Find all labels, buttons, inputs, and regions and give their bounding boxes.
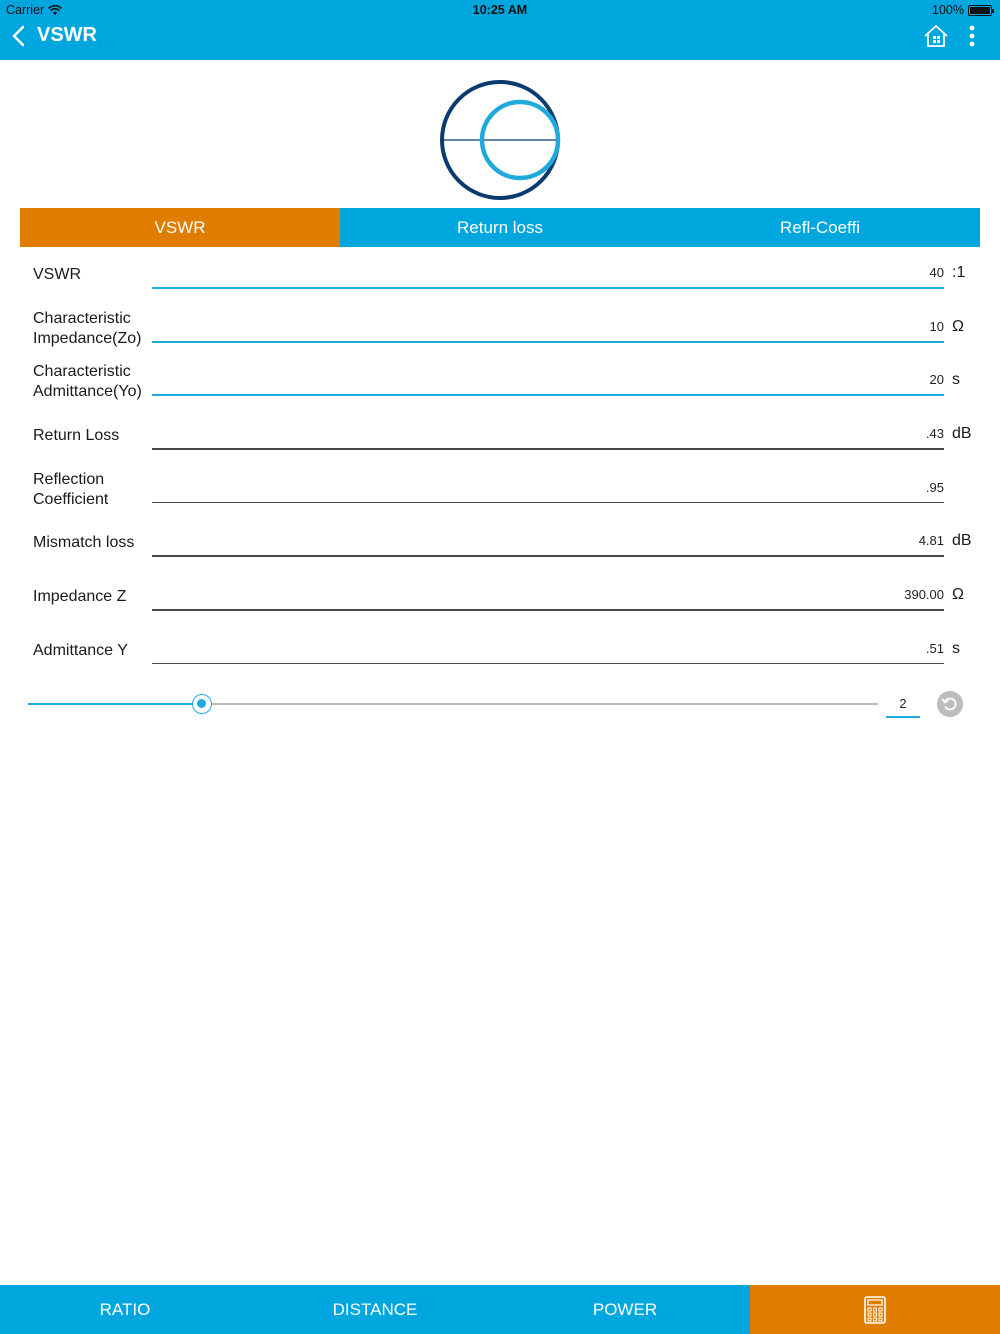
status-time: 10:25 AM	[472, 3, 528, 17]
precision-input[interactable]: 2	[886, 692, 920, 718]
impedance-z-label: Impedance Z	[33, 588, 127, 606]
impedance-zo-unit: Ω	[952, 317, 964, 335]
row-admittance-yo	[0, 360, 1000, 414]
mismatch-loss-value: 4.81	[918, 533, 944, 549]
row-reflection-coefficient	[0, 468, 1000, 522]
mode-tabs	[20, 208, 980, 247]
row-impedance-z	[0, 575, 1000, 629]
battery-icon	[968, 5, 992, 16]
mismatch-loss-underline	[152, 555, 944, 557]
impedance-zo-underline	[152, 341, 944, 343]
reflection-coefficient-underline	[152, 502, 944, 504]
app-header	[0, 0, 1000, 60]
bottom-tab-distance[interactable]: DISTANCE	[332, 1299, 418, 1319]
tab-return-loss[interactable]: Return loss	[457, 217, 543, 237]
mismatch-loss-unit: dB	[952, 532, 972, 550]
home-icon[interactable]	[922, 22, 950, 50]
reflection-coefficient-value: .95	[925, 479, 944, 495]
vswr-unit: :1	[952, 264, 966, 281]
row-mismatch-loss	[0, 521, 1000, 575]
admittance-yo-underline	[152, 394, 944, 396]
slider-thumb[interactable]	[192, 694, 212, 714]
return-loss-underline	[152, 448, 944, 450]
reflection-coefficient-label: Reflection Coefficient	[33, 470, 109, 508]
vswr-underline	[152, 287, 944, 289]
vswr-label: VSWR	[33, 266, 81, 283]
smith-chart-icon	[438, 78, 562, 202]
calculator-icon	[864, 1296, 886, 1324]
chevron-left-icon[interactable]	[8, 22, 32, 50]
tab-vswr[interactable]: VSWR	[20, 208, 340, 247]
admittance-y-label: Admittance Y	[33, 641, 128, 659]
impedance-zo-label: Characteristic Impedance(Zo)	[33, 309, 142, 347]
status-battery	[932, 3, 992, 17]
bottom-nav	[0, 1285, 1000, 1334]
impedance-z-unit: Ω	[952, 586, 964, 604]
calculator-form	[0, 253, 1000, 683]
row-admittance-y	[0, 629, 1000, 683]
impedance-zo-input[interactable]: 10	[929, 318, 944, 334]
tab-refl-coeffi[interactable]: Refl-Coeffi	[780, 217, 860, 237]
admittance-yo-label: Characteristic Admittance(Yo)	[33, 363, 142, 401]
slider-fill	[28, 703, 202, 705]
row-impedance-zo	[0, 307, 1000, 361]
battery-label: 100%	[932, 3, 964, 17]
admittance-y-unit: s	[952, 639, 960, 657]
row-vswr	[0, 253, 1000, 307]
admittance-y-underline	[152, 663, 944, 665]
more-vertical-icon[interactable]	[962, 22, 982, 50]
impedance-z-value: 390.00	[904, 587, 944, 603]
bottom-tab-ratio[interactable]: RATIO	[99, 1299, 151, 1319]
admittance-yo-unit: s	[952, 371, 960, 389]
reset-icon[interactable]	[937, 691, 963, 717]
return-loss-unit: dB	[952, 425, 972, 443]
precision-slider[interactable]	[28, 692, 878, 716]
bottom-tab-calculator[interactable]	[750, 1285, 1000, 1334]
page-title: VSWR	[37, 24, 97, 46]
row-return-loss	[0, 414, 1000, 468]
admittance-yo-input[interactable]: 20	[929, 372, 944, 388]
bottom-tab-power[interactable]: POWER	[592, 1299, 658, 1319]
impedance-z-underline	[152, 609, 944, 611]
admittance-y-value: .51	[925, 640, 944, 656]
carrier-label: Carrier	[6, 3, 45, 17]
return-loss-value: .43	[925, 426, 944, 442]
vswr-input[interactable]: 40	[929, 265, 944, 280]
return-loss-label: Return Loss	[33, 427, 120, 445]
mismatch-loss-label: Mismatch loss	[33, 534, 135, 552]
